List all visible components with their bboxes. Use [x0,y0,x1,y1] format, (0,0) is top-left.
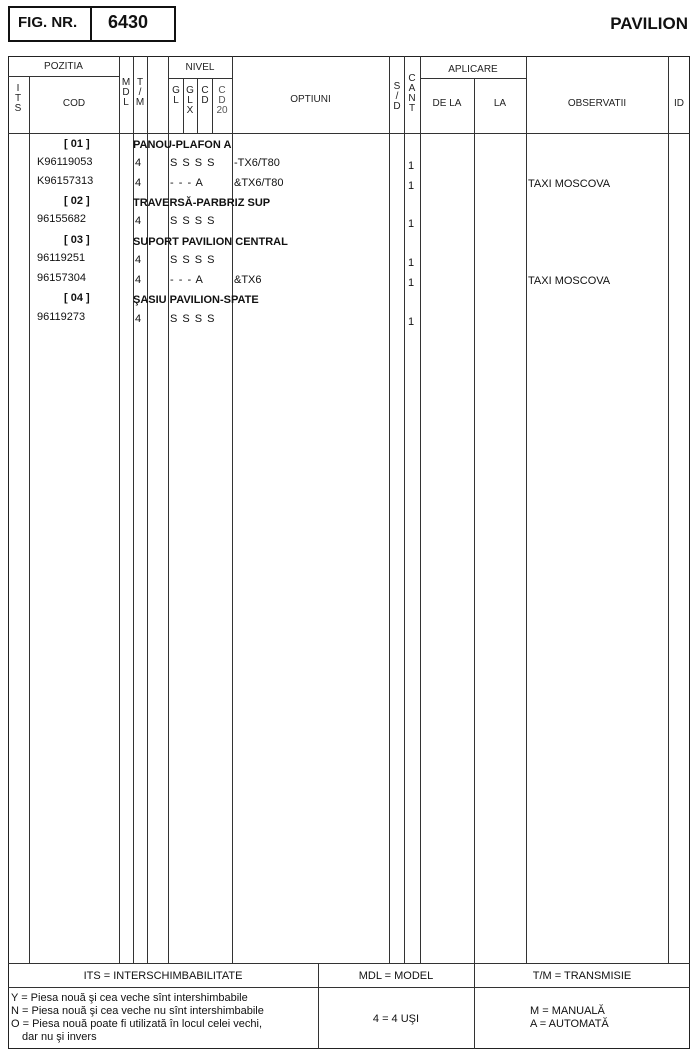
part-code: 96155682 [37,213,86,225]
group-name: SUPORT PAVILION CENTRAL [133,236,288,248]
legend-its-line: Y = Piesa nouă şi cea veche sînt intershimbabile [11,992,248,1004]
header-aplicare: APLICARE [448,64,498,75]
col-line-cod [119,56,120,963]
header-mdl: M D L [121,77,131,108]
part-code: K96157313 [37,175,94,187]
col-line-id [668,56,669,963]
part-mdl: 4 [135,313,142,325]
header-observatii: OBSERVATII [567,98,627,109]
hdr-line-aplicare [420,78,526,79]
col-line-tm [147,56,148,963]
part-code: 96119251 [37,252,86,264]
part-mdl: 4 [135,215,142,227]
group-position: [ 04 ] [64,292,90,304]
header-id: ID [674,98,684,109]
part-nivel: S S S S [170,215,216,227]
col-line-sd [389,56,390,963]
part-quantity: 1 [408,160,415,172]
col-line-la [474,78,475,963]
col-line-its [29,76,30,963]
col-line-mdl [133,56,134,963]
hdr-line-bottom [8,133,690,134]
part-quantity: 1 [408,277,415,289]
part-mdl: 4 [135,157,142,169]
group-position: [ 02 ] [64,195,90,207]
legend-its-line: O = Piesa nouă poate fi utilizată în locul celei vechi, [11,1018,263,1030]
part-quantity: 1 [408,180,415,192]
header-optiuni: OPTIUNI [290,94,331,105]
hdr-line-nivel [168,78,232,79]
header-cant: C A N T [408,73,416,114]
col-line-obs [526,56,527,963]
legend-line-mid [8,987,690,988]
col-line-nivel-2 [197,78,198,133]
header-nivel-gl: G L [172,85,180,106]
parts-table [8,56,690,1049]
part-nivel: S S S S [170,254,216,266]
col-line-nivel-3 [212,78,213,133]
part-code: K96119053 [37,156,93,168]
header-cod: COD [62,98,86,109]
header-tm: T / M [135,77,145,108]
part-nivel: - - - A [170,177,204,189]
header-nivel-glx: G L X [186,85,194,116]
part-nivel: - - - A [170,274,204,286]
hdr-line-pozitia [8,76,119,77]
col-line-optiuni [232,56,233,963]
col-line-dela [420,56,421,963]
header-la: LA [493,98,507,109]
header-nivel: NIVEL [185,62,215,73]
part-optiuni: &TX6 [234,274,262,286]
part-optiuni: &TX6/T80 [234,177,284,189]
legend-tm-line: A = AUTOMATĂ [530,1018,609,1030]
group-position: [ 01 ] [64,138,90,150]
legend-its-line: N = Piesa nouă şi cea veche nu sînt intershimbabile [11,1005,264,1017]
part-optiuni: -TX6/T80 [234,157,280,169]
part-nivel: S S S S [170,157,216,169]
legend-its-title: ITS = INTERSCHIMBABILITATE [83,970,243,982]
part-mdl: 4 [135,254,142,266]
legend-its-line: dar nu şi invers [22,1031,97,1043]
header-pozitia: POZITIA [44,61,83,72]
part-code: 96157304 [37,272,86,284]
header-nivel-cd: C D [201,85,209,106]
part-quantity: 1 [408,316,415,328]
part-observatii: TAXI MOSCOVA [528,275,611,287]
part-code: 96119273 [37,311,86,323]
header-its: I T S [14,83,22,114]
header-nivel-cd20: C D 20 [216,85,228,116]
group-name: ŞASIU PAVILION-SPATE [133,294,259,306]
col-line-nivel-left [168,56,169,963]
figure-label: FIG. NR. [18,14,78,31]
group-position: [ 03 ] [64,234,90,246]
legend-tm-line: M = MANUALĂ [530,1005,605,1017]
group-name: PANOU-PLAFON A [133,139,232,151]
legend-mdl-value: 4 = 4 UŞI [372,1013,420,1025]
part-observatii: TAXI MOSCOVA [528,178,611,190]
legend-tm-title: T/M = TRANSMISIE [532,970,632,982]
part-quantity: 1 [408,218,415,230]
figure-number: 6430 [108,12,149,32]
header-sd: S / D [393,81,401,112]
part-nivel: S S S S [170,313,216,325]
group-name: TRAVERSĂ-PARBRIZ SUP [133,197,271,209]
figure-box-divider [90,8,92,40]
legend-mdl-title: MDL = MODEL [358,970,434,982]
part-quantity: 1 [408,257,415,269]
col-line-cant [404,56,405,963]
part-mdl: 4 [135,274,142,286]
legend-line-top [8,963,690,964]
header-de-la: DE LA [432,98,462,109]
part-mdl: 4 [135,177,142,189]
page-title: PAVILION [610,14,688,33]
